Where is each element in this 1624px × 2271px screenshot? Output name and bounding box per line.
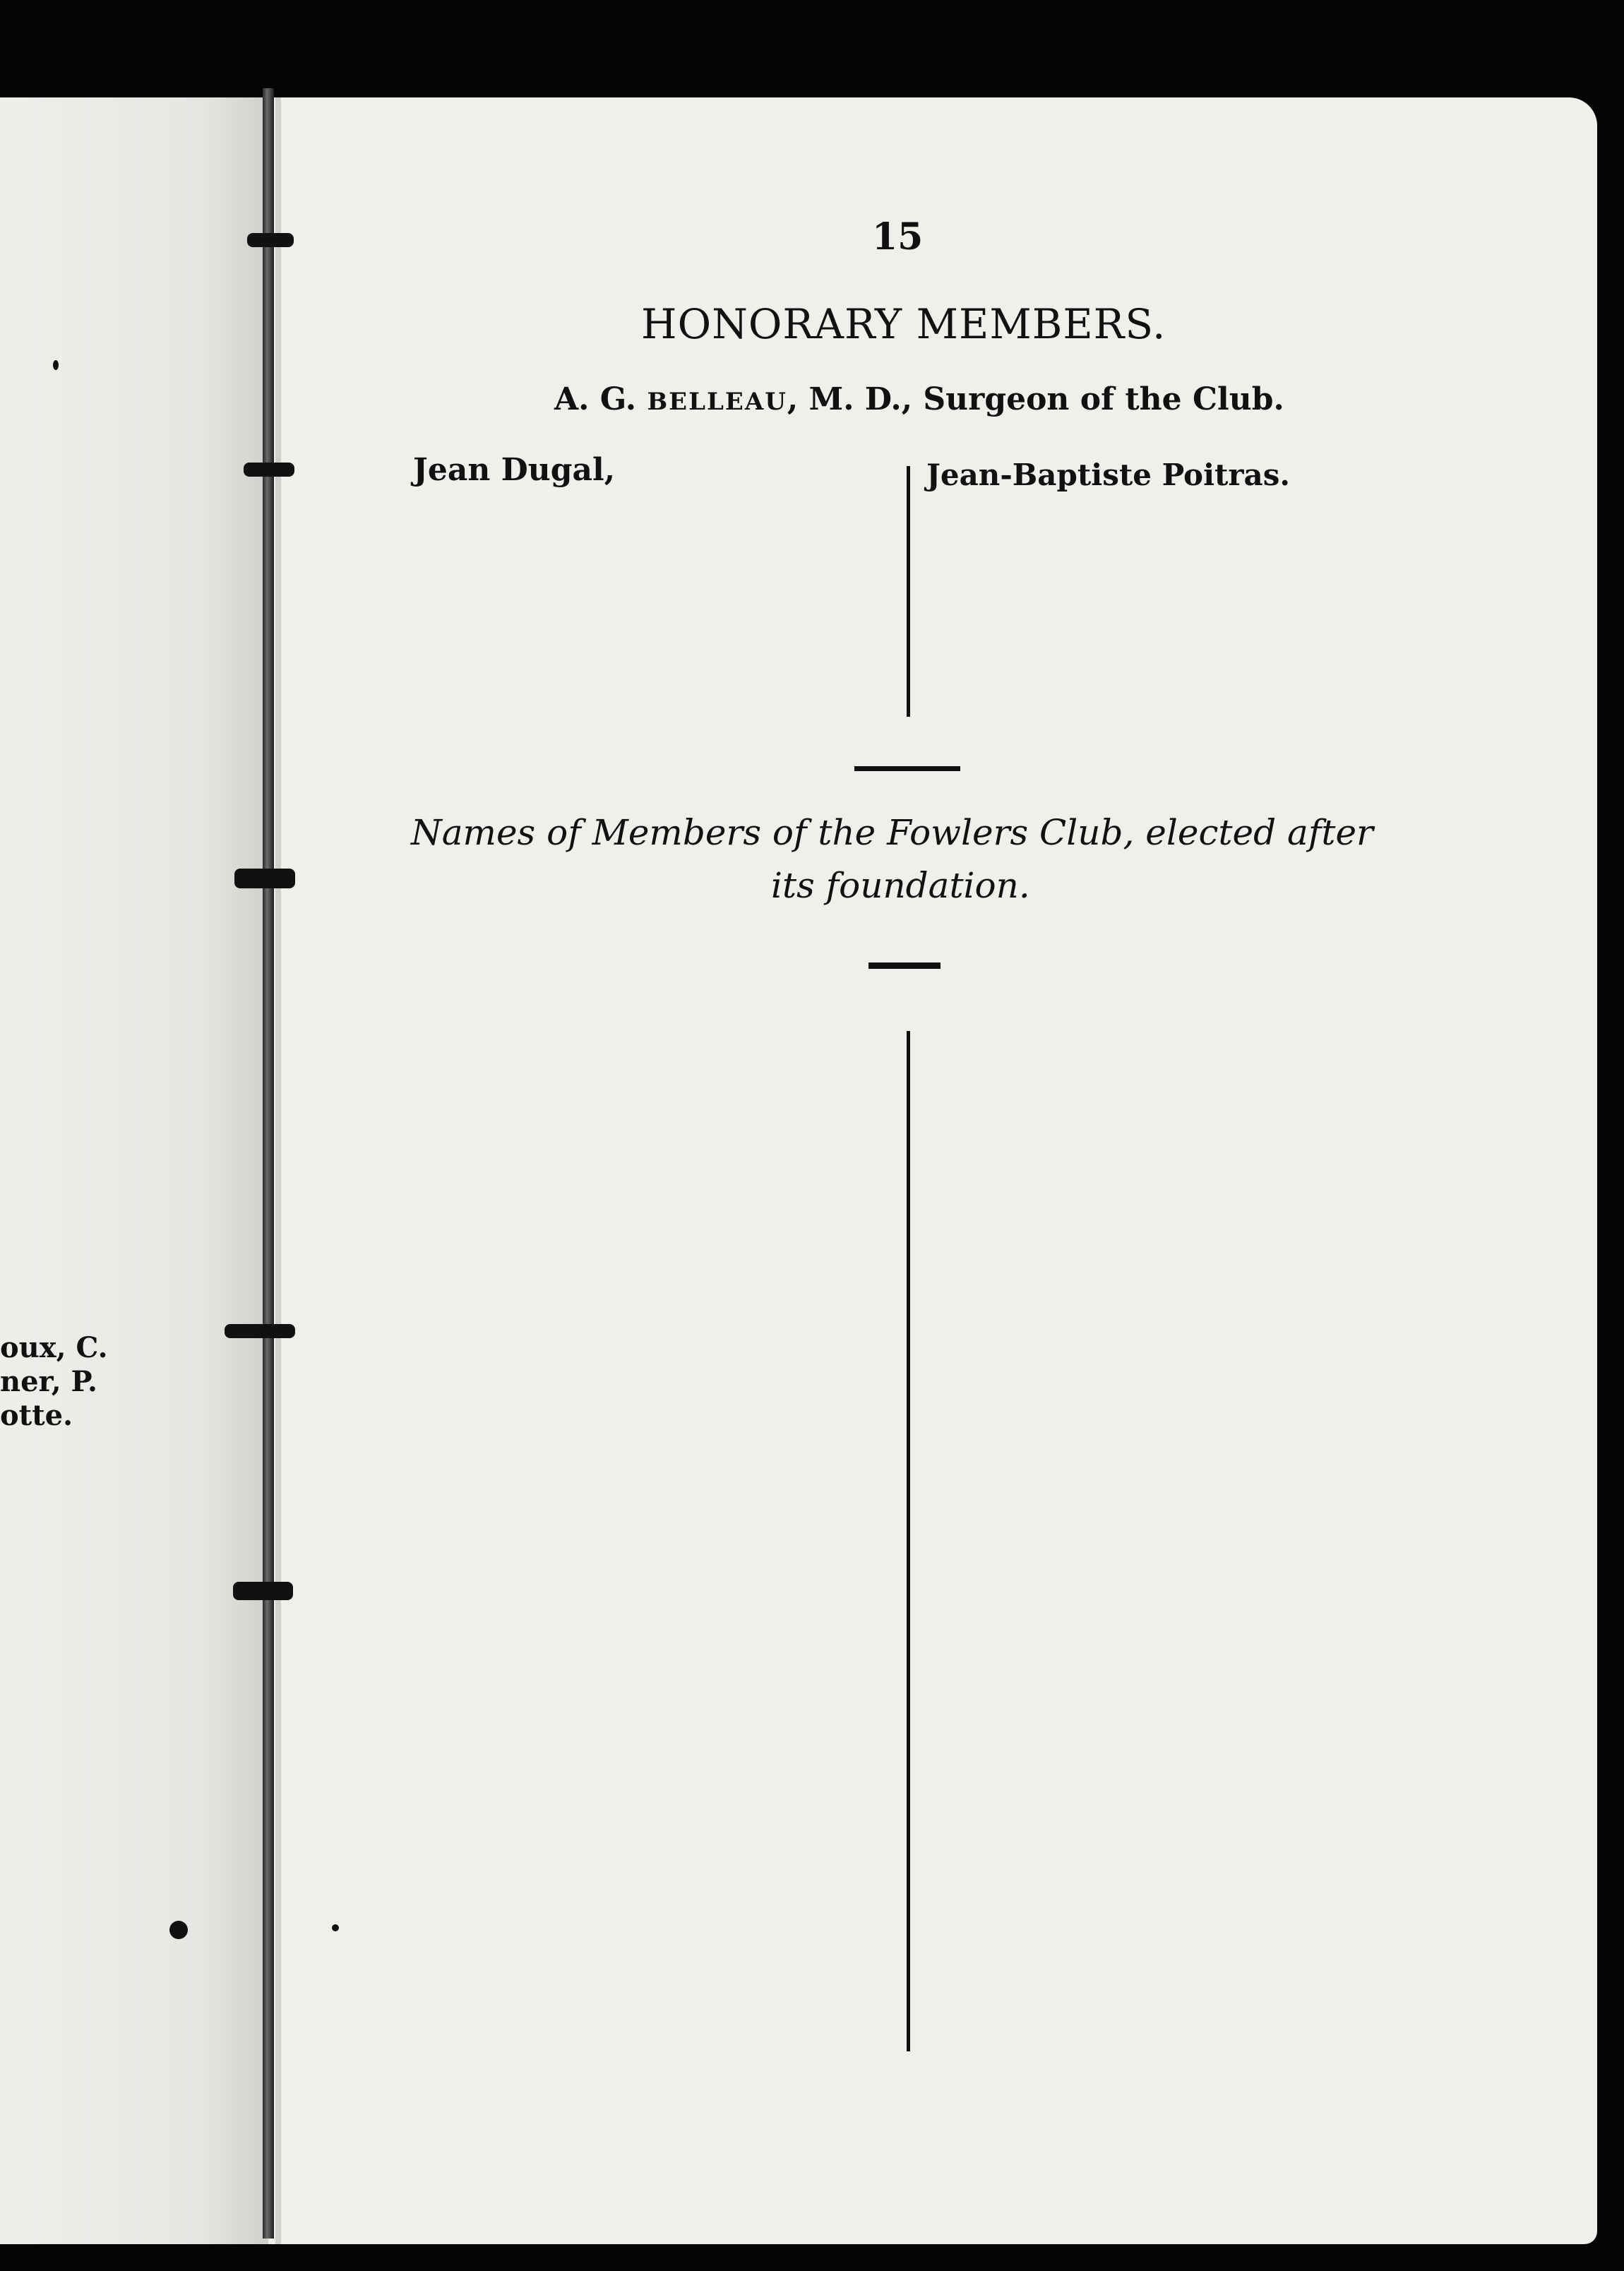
binding-spine xyxy=(263,88,274,2239)
member-name: Jean Dugal, xyxy=(413,452,616,488)
honorary-initials: A. G. xyxy=(554,381,637,417)
binding-stitch xyxy=(234,869,295,888)
fragment-line: ner, P. xyxy=(0,1365,97,1398)
honorary-member-line xyxy=(554,381,1284,417)
binding-stitch xyxy=(244,463,294,477)
ink-speck xyxy=(53,360,59,370)
honorary-title: , M. D., Surgeon of the Club. xyxy=(787,381,1284,417)
fragment-line: otte. xyxy=(0,1399,73,1432)
member-name: Jean-Baptiste Poitras. xyxy=(926,458,1291,492)
subtitle-continued: its foundation. xyxy=(771,865,1030,906)
binding-stitch xyxy=(247,233,294,247)
section-title: HONORARY MEMBERS. xyxy=(641,300,1166,348)
section-rule xyxy=(868,962,941,969)
facing-page-fragment xyxy=(0,1331,108,1433)
subtitle: Names of Members of the Fowlers Club, elected after xyxy=(411,812,1373,853)
page-number: 15 xyxy=(872,215,924,258)
column-divider xyxy=(907,466,910,717)
binding-edge xyxy=(275,97,281,2244)
left-page-margin xyxy=(0,97,268,2244)
binding-stitch xyxy=(225,1324,295,1338)
fragment-line: oux, C. xyxy=(0,1331,108,1364)
column-divider xyxy=(907,1031,910,2051)
binding-stitch xyxy=(233,1582,293,1600)
ink-speck xyxy=(169,1921,188,1939)
section-rule xyxy=(854,766,960,771)
ink-speck xyxy=(332,1924,339,1931)
honorary-surname: BELLEAU xyxy=(647,388,787,416)
